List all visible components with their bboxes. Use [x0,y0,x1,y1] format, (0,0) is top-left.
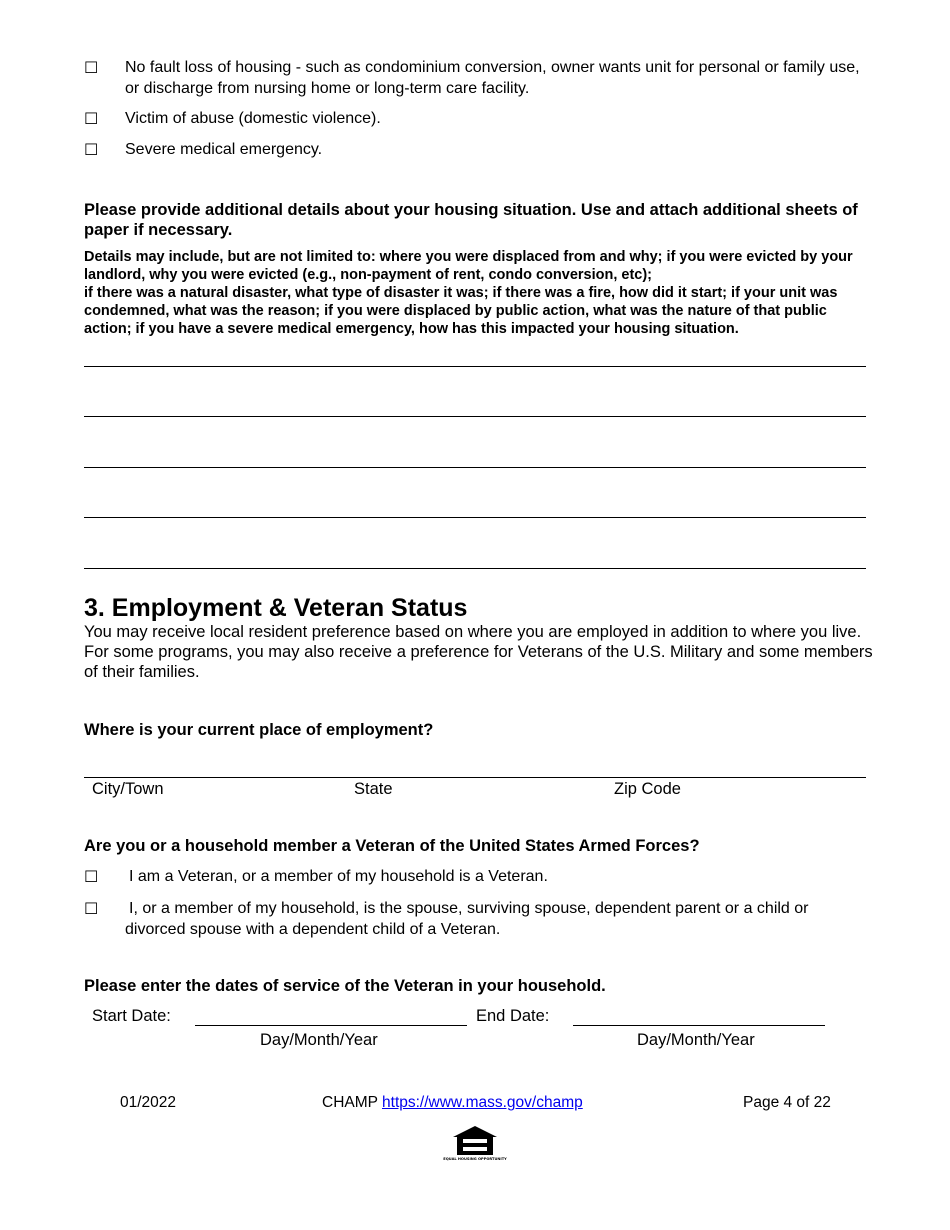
checkbox-label: No fault loss of housing - such as condominium conversion, owner wants unit for personal or family use, or discharge from nursing home or long-term care facility. [125,59,860,97]
footer-link[interactable]: https://www.mass.gov/champ [382,1094,583,1111]
checkbox-label: Victim of abuse (domestic violence). [125,110,381,127]
end-date-label: End Date: [476,1007,550,1025]
checkbox-label: I, or a member of my household, is the spouse, surviving spouse, dependent parent or a child or divorced spouse with a dependent child of a Veteran. [125,900,809,938]
logo-caption: EQUAL HOUSING OPPORTUNITY [443,1157,507,1161]
checkbox-label: Severe medical emergency. [125,141,323,158]
zip-label: Zip Code [614,780,681,798]
section-title: 3. Employment & Veteran Status [84,594,468,622]
section-intro: You may receive local resident preference based on where you are employed in addition to where you live. For some programs, you may also receive a preference for Veterans of the U.S. Military and some members of their families. [84,623,873,681]
start-date-label: Start Date: [92,1007,171,1025]
equal-housing-logo [443,1124,507,1164]
details-writing-line[interactable] [84,416,866,417]
employment-address-line[interactable] [84,777,866,778]
checkbox[interactable]: ☐ [84,58,99,77]
checkbox[interactable]: ☐ [84,867,99,886]
checkbox-label: I am a Veteran, or a member of my household is a Veteran. [129,868,548,885]
start-date-field[interactable] [195,1025,467,1026]
footer-program-name: CHAMP [322,1094,378,1111]
footer-program [322,1094,583,1112]
start-date-format: Day/Month/Year [260,1031,378,1049]
details-writing-line[interactable] [84,467,866,468]
checkbox[interactable]: ☐ [84,140,99,159]
state-label: State [354,780,393,798]
city-label: City/Town [92,780,164,798]
details-help-2: if there was a natural disaster, what type of disaster it was; if there was a fire, how did it start; if your unit was condemned, what was the reason; if you were displaced by public action, what was the nature of that public action; if you have a severe medical emergency, how has this impacted your housing situation. [84,285,838,337]
details-writing-line[interactable] [84,568,866,569]
veteran-question: Are you or a household member a Veteran of the United States Armed Forces? [84,837,700,855]
employment-question: Where is your current place of employment? [84,721,434,739]
end-date-format: Day/Month/Year [637,1031,755,1049]
end-date-field[interactable] [573,1025,825,1026]
checkbox[interactable]: ☐ [84,109,99,128]
footer-date: 01/2022 [120,1094,177,1111]
details-writing-line[interactable] [84,517,866,518]
house-icon [443,1124,507,1164]
dates-question: Please enter the dates of service of the Veteran in your household. [84,977,606,995]
details-help-1: Details may include, but are not limited to: where you were displaced from and why; if you were evicted by your landlord, why you were evicted (e.g., non-payment of rent, condo conversion, etc); [84,249,853,283]
details-prompt: Please provide additional details about your housing situation. Use and attach additional sheets of paper if necessary. [84,201,858,239]
footer-page-number: Page 4 of 22 [743,1094,831,1111]
details-help [84,248,874,338]
checkbox[interactable]: ☐ [84,899,99,918]
details-writing-line[interactable] [84,366,866,367]
